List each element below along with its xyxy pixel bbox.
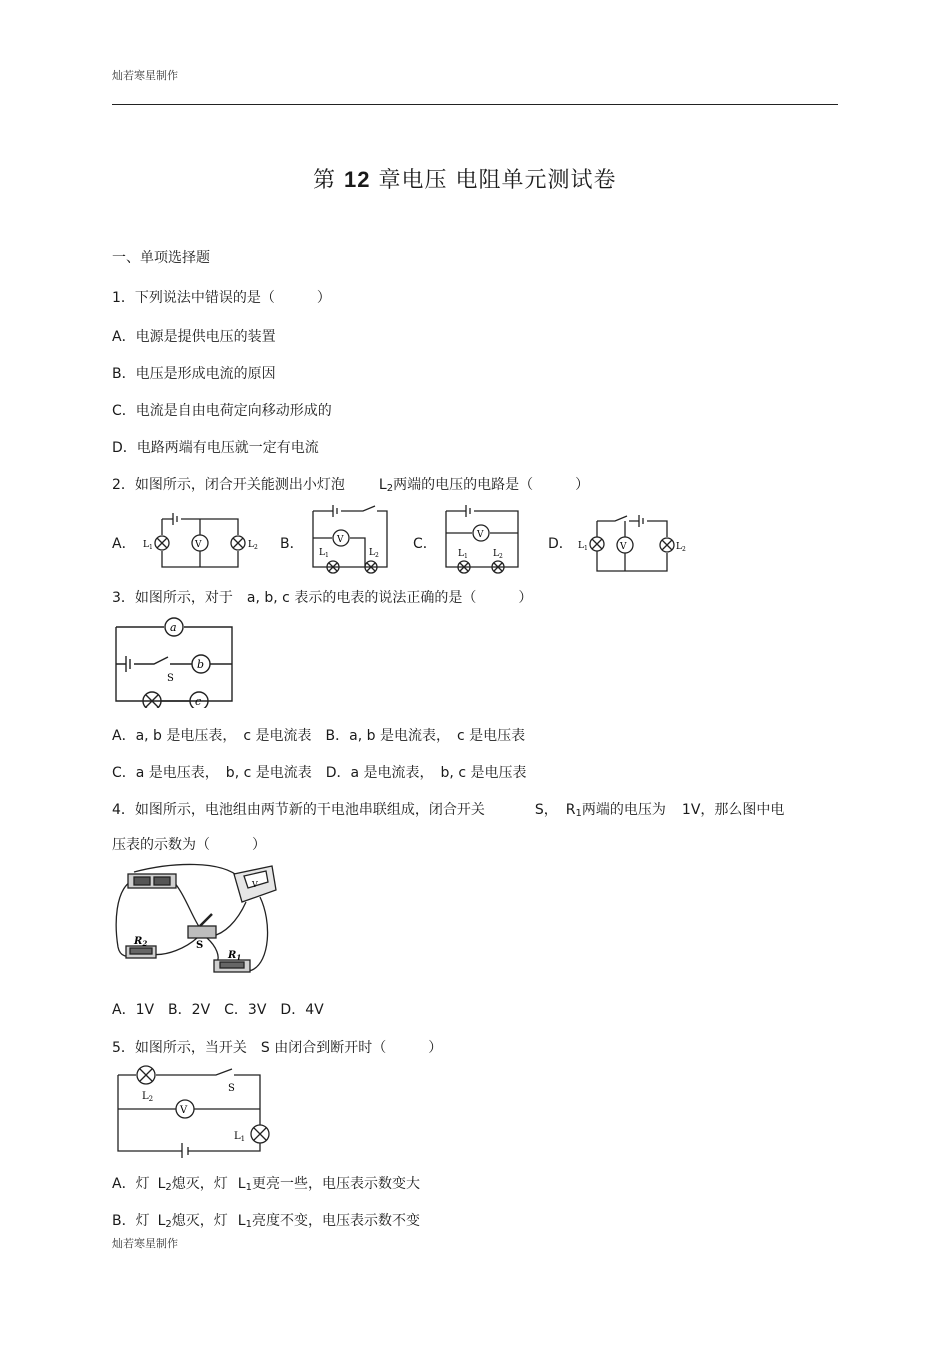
title-suffix: 章电压 电阻单元测试卷	[378, 168, 617, 193]
question-1-option-d: D．电路两端有电压就一定有电流	[112, 440, 319, 456]
voltmeter-label: V	[252, 880, 258, 889]
header-divider	[112, 104, 838, 105]
question-2-label-b: B．	[280, 536, 304, 552]
title-number: 12	[344, 167, 371, 192]
option-b-prefix: B．灯	[112, 1213, 150, 1229]
q5-voltmeter-label: V	[180, 1105, 188, 1116]
circuit-a-l2-label: $L_2$	[248, 540, 258, 551]
option-a-l1-sub: 1	[245, 1182, 252, 1193]
question-4-stem-line2: 压表的示数为（ ）	[112, 837, 266, 853]
question-3-options-cd: C．a 是电压表， b, c 是电流表 D．a 是电流表， b, c 是电压表	[112, 765, 527, 781]
q5-l2-label: $L_2$	[142, 1091, 154, 1103]
question-2-label-d: D．	[548, 536, 573, 552]
circuit-diagram-a	[140, 505, 260, 573]
circuit-d-l2-label: $L_2$	[676, 542, 686, 553]
option-b-l2-sub: 2	[165, 1219, 172, 1230]
page-title	[313, 163, 617, 194]
question-2-l-label: L	[378, 477, 387, 493]
option-a-l1: L	[237, 1176, 246, 1192]
option-a-suffix: 更亮一些，电压表示数变大	[251, 1176, 420, 1192]
question-5-option-b	[112, 1210, 420, 1230]
circuit-b-l1-label: $L_1$	[319, 548, 329, 559]
question-1-stem: 1．下列说法中错误的是（ ）	[112, 290, 331, 306]
circuit-d-l1-label: $L_1$	[578, 541, 588, 552]
option-b-l2: L	[157, 1213, 166, 1229]
circuit-a-voltmeter-label: V	[195, 540, 202, 550]
question-4-stem-part3: 1V，那么图中电	[681, 802, 785, 818]
question-5-stem: 5．如图所示，当开关 S 由闭合到断开时（ ）	[112, 1040, 443, 1056]
question-4-circuit-photo	[112, 862, 277, 984]
circuit-d-voltmeter-label: V	[620, 542, 627, 552]
meter-b-label: b	[197, 658, 205, 671]
question-3-options-ab: A．a, b 是电压表， c 是电流表 B．a, b 是电流表， c 是电压表	[112, 728, 526, 744]
question-4-stem-part2: 两端的电压为	[581, 802, 666, 818]
r2-label: $R_2$	[134, 936, 148, 948]
option-b-suffix: 亮度不变，电压表示数不变	[251, 1213, 420, 1229]
switch-s-label: S	[167, 673, 174, 684]
question-2-l-sub: 2	[386, 483, 394, 494]
question-5-option-a	[112, 1173, 420, 1193]
circuit-b-voltmeter-label: V	[337, 535, 344, 545]
question-3-circuit-diagram	[112, 613, 237, 708]
question-4-options: A．1V B．2V C．3V D．4V	[112, 1002, 324, 1018]
question-4-r-sub: 1	[575, 808, 582, 819]
option-b-l1: L	[237, 1213, 246, 1229]
circuit-diagram-d	[575, 507, 690, 575]
section-heading: 一、单项选择题	[112, 250, 210, 266]
r1-label: $R_1$	[228, 950, 242, 962]
footer-watermark: 灿若寒星制作	[112, 1237, 178, 1250]
question-4-stem-line1	[112, 799, 784, 819]
circuit-a-l1-label: $L_1$	[143, 540, 153, 551]
option-a-mid: 熄灭，灯	[171, 1176, 228, 1192]
question-1-option-a: A．电源是提供电压的装置	[112, 329, 276, 345]
question-4-stem-part1: 4．如图所示，电池组由两节新的干电池串联组成，闭合开关	[112, 802, 485, 818]
header-watermark: 灿若寒星制作	[112, 69, 178, 82]
question-2-label-a: A．	[112, 536, 136, 552]
meter-c-label: c	[195, 695, 202, 708]
circuit-diagram-b	[305, 503, 395, 575]
option-a-l2-sub: 2	[165, 1182, 172, 1193]
question-4-r-label: R	[565, 802, 576, 818]
option-b-l1-sub: 1	[245, 1219, 252, 1230]
question-2-label-c: C．	[413, 536, 437, 552]
question-2-stem-part1: 2．如图所示，闭合开关能测出小灯泡	[112, 477, 345, 493]
circuit-c-l2-label: $L_2$	[493, 549, 503, 560]
meter-a-label: a	[170, 621, 177, 634]
title-prefix: 第	[313, 168, 337, 193]
question-1-option-b: B．电压是形成电流的原因	[112, 366, 276, 382]
question-1-option-c: C．电流是自由电荷定向移动形成的	[112, 403, 332, 419]
circuit-b-l2-label: $L_2$	[369, 548, 379, 559]
q5-l1-label: $L_1$	[234, 1131, 246, 1143]
question-2-stem	[112, 474, 589, 494]
question-3-stem: 3．如图所示，对于 a, b, c 表示的电表的说法正确的是（ ）	[112, 590, 533, 606]
question-5-circuit-diagram	[112, 1063, 277, 1158]
question-2-stem-part2: 两端的电压的电路是（ ）	[393, 477, 590, 493]
circuit-c-voltmeter-label: V	[477, 530, 484, 540]
option-b-mid: 熄灭，灯	[171, 1213, 228, 1229]
circuit-c-l1-label: $L_1$	[458, 549, 468, 560]
q5-switch-label: S	[228, 1083, 235, 1094]
circuit-diagram-c	[440, 503, 525, 575]
option-a-prefix: A．灯	[112, 1176, 150, 1192]
option-a-l2: L	[157, 1176, 166, 1192]
question-4-switch-label: S，	[534, 802, 558, 818]
switch-label: S	[196, 940, 204, 951]
